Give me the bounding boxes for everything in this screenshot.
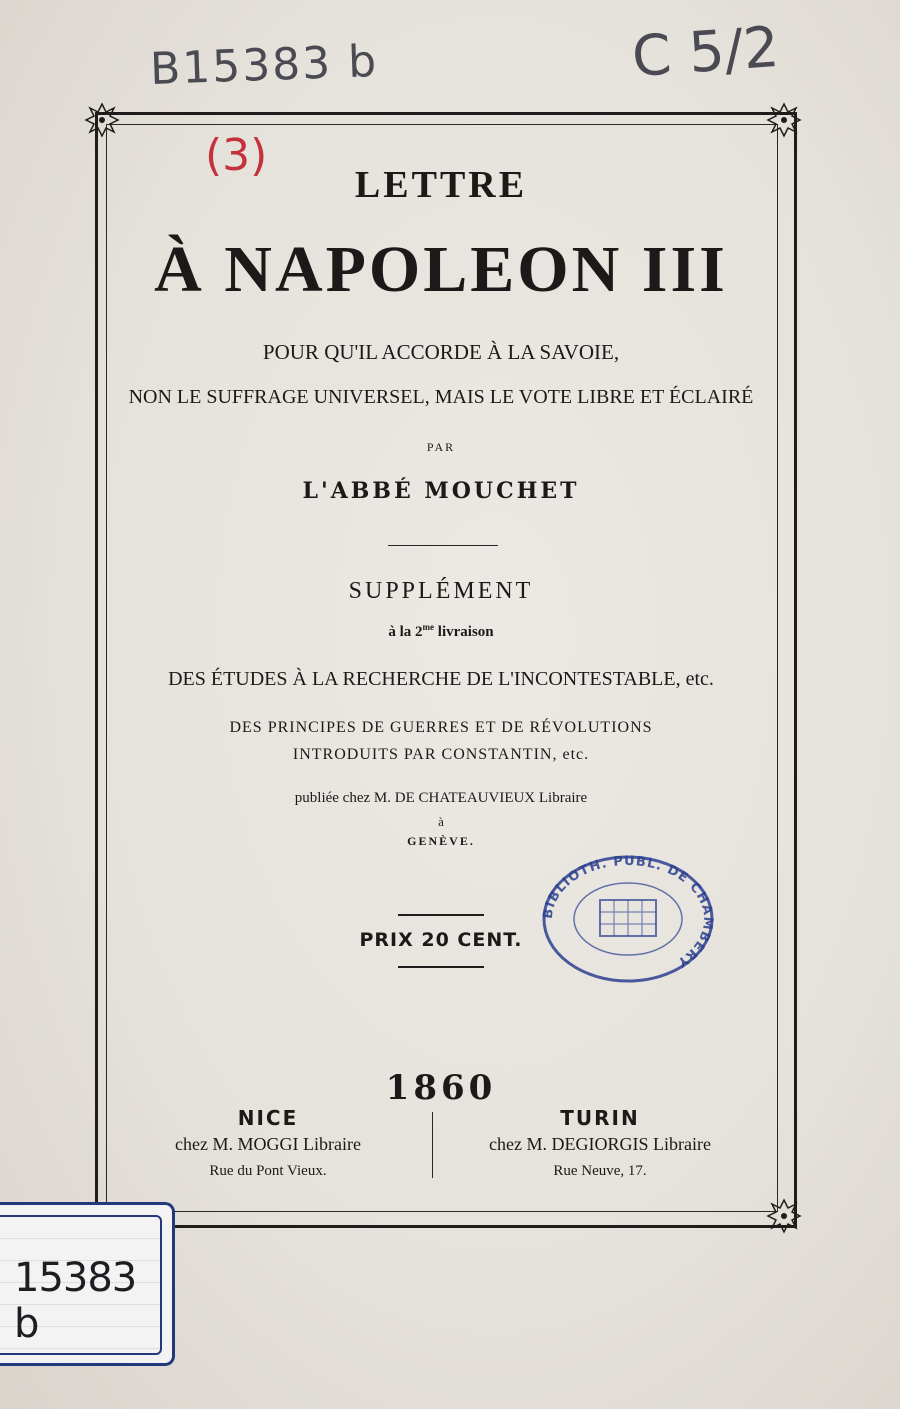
stamp-text: BIBLIOTH. PUBL. DE CHAMBERY bbox=[540, 853, 716, 971]
seller-address: Rue du Pont Vieux. bbox=[209, 1163, 327, 1179]
price-rule-bottom bbox=[398, 966, 484, 968]
shelf-label-number: 15383 b bbox=[14, 1255, 137, 1347]
divider-rule bbox=[388, 545, 498, 546]
shelf-label bbox=[0, 1202, 175, 1366]
seller-shop: chez M. MOGGI Libraire bbox=[175, 1134, 361, 1154]
corner-ornament-icon bbox=[764, 1196, 804, 1236]
subtitle-line-1: POUR QU'IL ACCORDE À LA SAVOIE, bbox=[262, 340, 620, 364]
seller-divider bbox=[432, 1112, 433, 1178]
principes-line-2: INTRODUITS PAR CONSTANTIN, etc. bbox=[292, 746, 590, 763]
publisher-line: publiée chez M. DE CHATEAUVIEUX Libraire bbox=[294, 790, 588, 806]
corner-ornament-icon bbox=[82, 100, 122, 140]
principes-line-1: DES PRINCIPES DE GUERRES ET DE RÉVOLUTIONS bbox=[229, 719, 653, 736]
handwritten-shelfmark: B15383 b bbox=[149, 36, 379, 95]
subtitle-line-2: NON LE SUFFRAGE UNIVERSEL, MAIS LE VOTE LIBRE ET ÉCLAIRÉ bbox=[128, 386, 754, 408]
seller-turin bbox=[450, 1106, 750, 1180]
library-stamp-icon bbox=[538, 850, 718, 988]
seller-city: TURIN bbox=[560, 1106, 640, 1130]
supplement-heading: SUPPLÉMENT bbox=[348, 578, 534, 604]
byline-par: PAR bbox=[426, 440, 456, 454]
seller-city: NICE bbox=[237, 1106, 299, 1130]
handwritten-code: C 5/2 bbox=[629, 14, 782, 91]
price-rule-top bbox=[398, 914, 484, 916]
publisher-city: GENÈVE. bbox=[407, 834, 475, 848]
seller-nice bbox=[118, 1106, 418, 1180]
seller-shop: chez M. DEGIORGIS Libraire bbox=[489, 1134, 711, 1154]
livraison-line: à la $2^{me}$ livraison bbox=[388, 622, 494, 640]
corner-ornament-icon bbox=[764, 100, 804, 140]
etudes-line: DES ÉTUDES À LA RECHERCHE DE L'INCONTESTABLE, etc. bbox=[168, 668, 714, 690]
title-line-1: LETTRE bbox=[354, 164, 528, 206]
author-name: L'ABBÉ MOUCHET bbox=[302, 478, 580, 504]
price-label: PRIX 20 CENT. bbox=[359, 929, 523, 951]
publication-year: 1860 bbox=[385, 1068, 497, 1108]
handwritten-red-mark: (3) bbox=[205, 130, 268, 181]
seller-address: Rue Neuve, 17. bbox=[553, 1163, 647, 1179]
title-line-2: À NAPOLEON III bbox=[154, 233, 728, 306]
publisher-a: à bbox=[438, 814, 444, 829]
